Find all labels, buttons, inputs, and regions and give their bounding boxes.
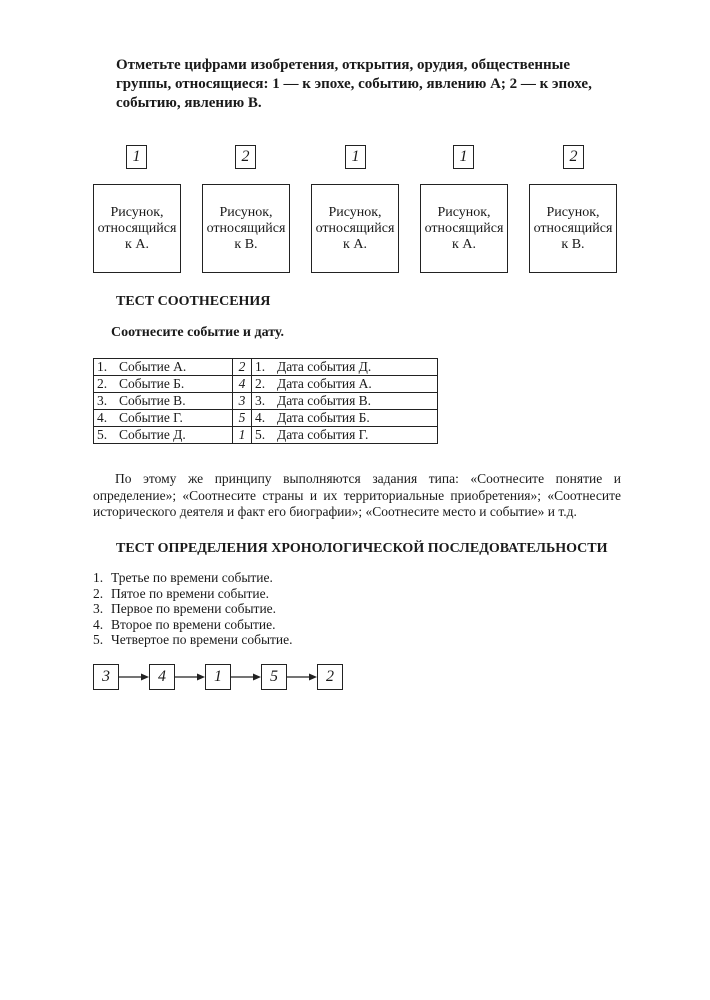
picture-box-2 [202,184,290,273]
table-row [94,427,438,444]
list-item: 3. Первое по времени событие. [93,601,277,616]
picture-label: относящийся [533,220,613,236]
list-item: 2. Пятое по времени событие. [93,585,269,601]
match-answer: 3 [233,393,252,410]
row-number: 3. [97,393,108,408]
row-number: 5. [255,427,266,442]
picture-label: относящийся [97,220,177,236]
chronology-heading: ТЕСТ ОПРЕДЕЛЕНИЯ ХРОНОЛОГИЧЕСКОЙ ПОСЛЕДОВАТЕЛЬНОСТИ [116,541,608,556]
chronology-list [93,570,293,648]
row-number: 1. [97,359,108,374]
date-label: Дата события В. [277,393,372,408]
date-label: Дата события Д. [277,359,372,374]
table-row [94,376,438,393]
table-row [94,393,438,410]
answer-box-1: 1 [126,145,147,169]
answer-box-2: 2 [235,145,256,169]
matching-heading: ТЕСТ СООТНЕСЕНИЯ [116,294,271,309]
match-answer: 2 [233,359,252,376]
task-intro: Отметьте цифрами изобретения, открытия, орудия, общественные группы, относящиеся: 1 — к эпохе, событию, явлению А; 2 — к эпохе, событию, явлению В. [116,57,592,111]
picture-label: Рисунок, [219,204,273,220]
row-number: 2. [97,376,108,391]
answer-box-3: 1 [345,145,366,169]
picture-box-1 [93,184,181,273]
sequence-box: 3 [93,664,119,690]
matching-table [93,358,438,444]
sequence-box: 1 [205,664,231,690]
explanation-paragraph: По этому же принципу выполняются задания типа: «Соотнесите понятие и определение»; «Соотнесите страны и их территориальные приобретения»; «Соотнесите исторического деятеля и факт его биографии»; «Соотнесите место и событие» и т.д. [93,471,621,519]
picture-label: относящийся [206,220,286,236]
picture-label: к А. [343,236,367,252]
date-label: Дата события А. [277,376,372,391]
sequence-box: 2 [317,664,343,690]
row-number: 4. [97,410,108,425]
sequence-chain [93,664,343,690]
event-label: Событие В. [119,393,186,408]
event-label: Событие Б. [119,376,185,391]
picture-label: Рисунок, [328,204,382,220]
row-number: 1. [255,359,266,374]
picture-box-5 [529,184,617,273]
picture-label: к В. [234,236,258,252]
row-number: 2. [255,376,266,391]
picture-label: Рисунок, [437,204,491,220]
row-number: 3. [255,393,266,408]
picture-label: к А. [452,236,476,252]
picture-label: относящийся [424,220,504,236]
matching-task: Соотнесите событие и дату. [111,325,285,340]
answer-box-4: 1 [453,145,474,169]
match-answer: 1 [233,427,252,444]
list-item: 4. Второе по времени событие. [93,616,276,632]
event-label: Событие А. [119,359,187,374]
picture-label: Рисунок, [110,204,164,220]
arrow-right-icon [287,672,317,682]
event-label: Событие Г. [119,410,183,425]
picture-label: к А. [125,236,149,252]
arrow-right-icon [231,672,261,682]
table-row [94,410,438,427]
sequence-box: 4 [149,664,175,690]
picture-box-4 [420,184,508,273]
arrow-right-icon [119,672,149,682]
answer-box-5: 2 [563,145,584,169]
arrow-right-icon [175,672,205,682]
picture-label: к В. [561,236,585,252]
table-row [94,359,438,376]
row-number: 4. [255,410,266,425]
match-answer: 5 [233,410,252,427]
picture-box-3 [311,184,399,273]
picture-label: Рисунок, [546,204,600,220]
date-label: Дата события Г. [277,427,369,442]
match-answer: 4 [233,376,252,393]
event-label: Событие Д. [119,427,186,442]
list-item: 5. Четвертое по времени событие. [93,632,293,647]
sequence-box: 5 [261,664,287,690]
row-number: 5. [97,427,108,442]
list-item: 1. Третье по времени событие. [93,570,273,585]
picture-label: относящийся [315,220,395,236]
date-label: Дата события Б. [277,410,370,425]
